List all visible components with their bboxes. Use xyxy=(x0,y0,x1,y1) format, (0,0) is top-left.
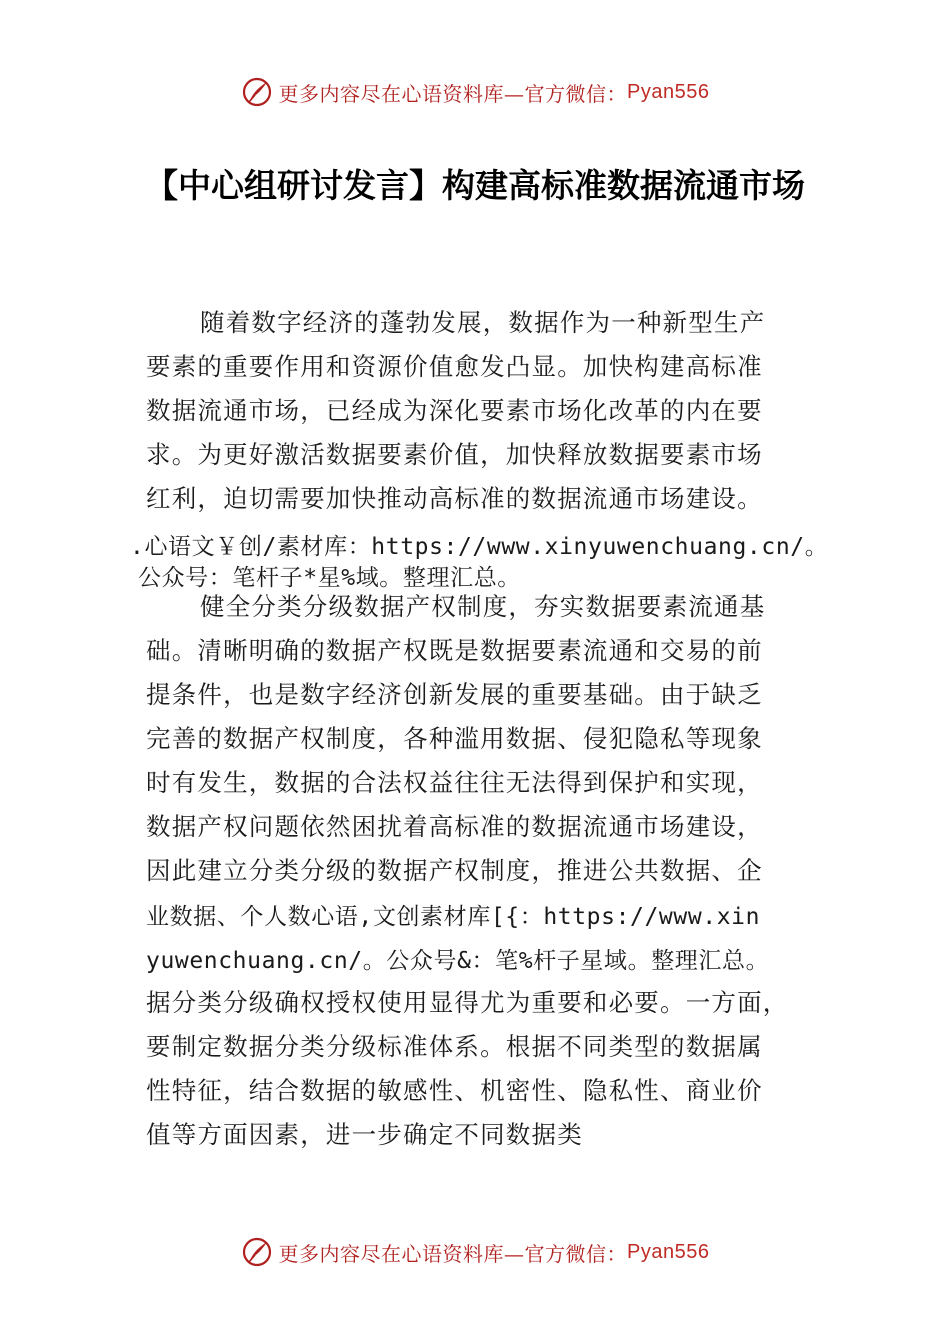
body-line: 提条件，也是数字经济创新发展的重要基础。由于缺乏 xyxy=(146,680,763,709)
watermark-line: 公众号：笔杆子*星%域。整理汇总。 xyxy=(138,565,521,591)
body-line: 据分类分级确权授权使用显得尤为重要和必要。一方面， xyxy=(146,988,789,1017)
body-line: 要制定数据分类分级标准体系。根据不同类型的数据属 xyxy=(146,1032,763,1061)
body-line: 数据产权问题依然困扰着高标准的数据流通市场建设， xyxy=(146,812,763,841)
body-line: 值等方面因素，进一步确定不同数据类 xyxy=(146,1120,583,1149)
body-line: 时有发生，数据的合法权益往往无法得到保护和实现， xyxy=(146,768,763,797)
document-title: 【中心组研讨发言】构建高标准数据流通市场 xyxy=(145,166,805,205)
quill-logo-icon xyxy=(241,76,273,108)
watermark-line: .心语文￥创/素材库：https://www.xinyuwenchuang.cn/。 xyxy=(130,534,829,560)
footer-banner xyxy=(0,1232,950,1272)
banner-wechat-id: Pyan556 xyxy=(627,1240,710,1263)
body-line: yuwenchuang.cn/。公众号&：笔%杆子星域。整理汇总。 xyxy=(146,948,770,974)
body-line: 础。清晰明确的数据产权既是数据要素流通和交易的前 xyxy=(146,636,763,665)
body-line: 性特征，结合数据的敏感性、机密性、隐私性、商业价 xyxy=(146,1076,763,1105)
body-line: 要素的重要作用和资源价值愈发凸显。加快构建高标准 xyxy=(146,352,763,381)
header-banner xyxy=(0,72,950,112)
body-line: 随着数字经济的蓬勃发展，数据作为一种新型生产 xyxy=(200,308,766,337)
quill-logo-icon xyxy=(241,1236,273,1268)
body-line: 求。为更好激活数据要素价值，加快释放数据要素市场 xyxy=(146,440,763,469)
body-line: 红利，迫切需要加快推动高标准的数据流通市场建设。 xyxy=(146,484,763,513)
banner-wechat-id: Pyan556 xyxy=(627,80,710,103)
banner-text: 更多内容尽在心语资料库—官方微信： xyxy=(278,81,628,106)
body-line: 因此建立分类分级的数据产权制度，推进公共数据、企 xyxy=(146,856,763,885)
body-line: 健全分类分级数据产权制度，夯实数据要素流通基 xyxy=(200,592,766,621)
body-line: 业数据、个人数心语,文创素材库[{：https://www.xin xyxy=(146,904,761,930)
body-line: 数据流通市场，已经成为深化要素市场化改革的内在要 xyxy=(146,396,763,425)
banner-text: 更多内容尽在心语资料库—官方微信： xyxy=(278,1241,628,1266)
body-line: 完善的数据产权制度，各种滥用数据、侵犯隐私等现象 xyxy=(146,724,763,753)
